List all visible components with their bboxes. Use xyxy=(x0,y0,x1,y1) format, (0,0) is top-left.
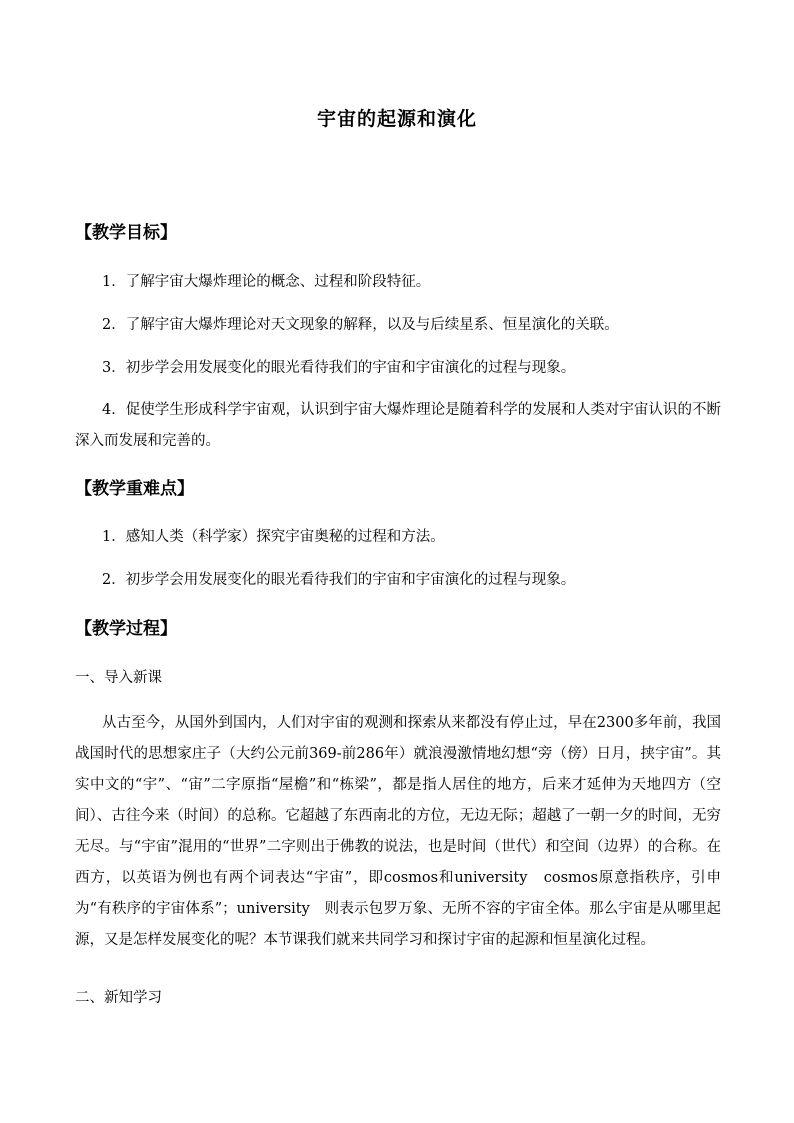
section-heading-objectives: 【教学目标】 xyxy=(75,223,177,243)
objective-item-2: 2．了解宇宙大爆炸理论对天文现象的解释，以及与后续星系、恒星演化的关联。 xyxy=(102,317,619,333)
process-part1-paragraph: 从古至今，从国外到国内，人们对宇宙的观测和探索从来都没有停止过，早在2300多年前，我国战国时代的思想家庄子（大约公元前369-前286年）就浪漫激情地幻想“旁（傍）日月，挟宇宙”。其实中文的“宇”、“宙”二字原指“屋檐”和“栋梁”，都是指人居住的地方，后来才延伸为天地四方（空间）、古往今来（时间）的总称。它超越了东西南北的方位，无边无际；超越了一朝一夕的时间，无穷无尽。与“宇宙”混用的“世界”二字则出于佛教的说法，也是时间（世代）和空间（边界）的合称。在西方，以英语为例也有两个词表达“宇宙”，即cosmos和university cosmos原意指秩序，引申为“有秩序的宇宙体系”；university 则表示包罗万象、无所不容的宇宙全体。那么宇宙是从哪里起源，又是怎样发展变化的呢？本节课我们就来共同学习和探讨宇宙的起源和恒星演化过程。 xyxy=(75,715,721,948)
section-heading-key-points: 【教学重难点】 xyxy=(75,479,194,499)
process-part1-heading: 一、导入新课 xyxy=(75,670,162,686)
objective-item-1: 1．了解宇宙大爆炸理论的概念、过程和阶段特征。 xyxy=(102,274,431,290)
process-part2-heading: 二、新知学习 xyxy=(75,990,162,1006)
document-title: 宇宙的起源和演化 xyxy=(316,108,477,130)
section-heading-process: 【教学过程】 xyxy=(75,619,177,639)
key-point-item-1: 1．感知人类（科学家）探究宇宙奥秘的过程和方法。 xyxy=(102,529,445,545)
objective-item-4: 4．促使学生形成科学宇宙观，认识到宇宙大爆炸理论是随着科学的发展和人类对宇宙认识的不断深入而发展和完善的。 xyxy=(75,402,721,449)
key-point-item-2: 2．初步学会用发展变化的眼光看待我们的宇宙和宇宙演化的过程与现象。 xyxy=(102,572,576,588)
objective-item-3: 3．初步学会用发展变化的眼光看待我们的宇宙和宇宙演化的过程与现象。 xyxy=(102,360,576,376)
